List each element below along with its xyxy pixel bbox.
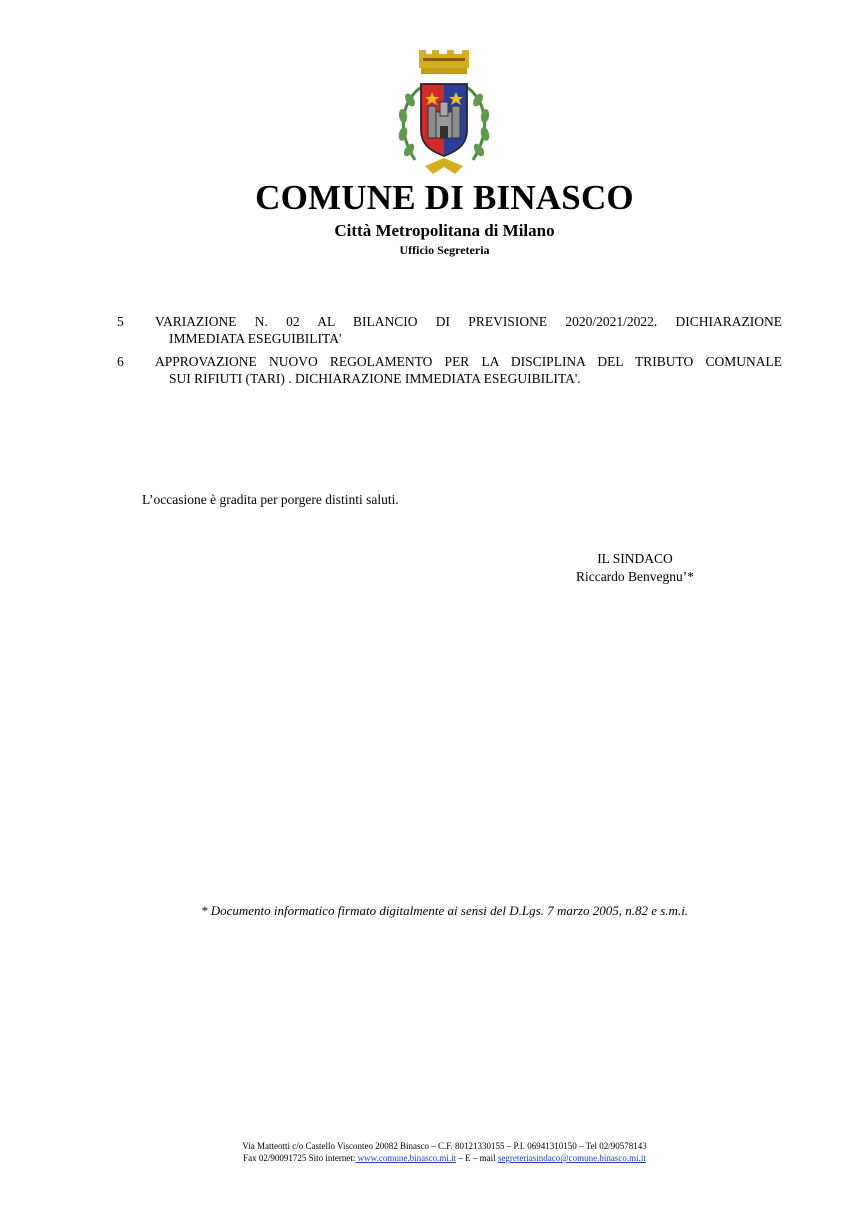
agenda-item-text-continued: IMMEDIATA ESEGUIBILITA' bbox=[169, 331, 342, 346]
email-link[interactable]: segreteriasindaco@comune.binasco.mi.it bbox=[497, 1153, 646, 1163]
footer-fax: Fax 02/90091725 Sito internet: bbox=[243, 1153, 356, 1163]
footer-contacts bbox=[0, 1152, 859, 1164]
agenda-item bbox=[117, 313, 782, 347]
closing-greeting: L’occasione è gradita per porgere distinti saluti. bbox=[142, 492, 399, 507]
signature-block bbox=[540, 550, 730, 586]
signature-name: Riccardo Benvegnu’* bbox=[575, 569, 695, 584]
page-subtitle: Città Metropolitana di Milano bbox=[334, 221, 555, 240]
signature-role: IL SINDACO bbox=[597, 551, 673, 566]
agenda-item bbox=[117, 353, 782, 387]
website-link[interactable]: www.comune.binasco.mi.it bbox=[355, 1153, 457, 1163]
agenda-item-number: 6 bbox=[117, 354, 124, 369]
page-footer bbox=[0, 1140, 859, 1164]
digital-signature-footnote: * Documento informatico firmato digitalmente ai sensi del D.Lgs. 7 marzo 2005, n.82 e s.m.i. bbox=[200, 903, 689, 918]
municipal-crest-icon bbox=[385, 48, 503, 180]
agenda-item-text-continued: SUI RIFIUTI (TARI) . DICHIARAZIONE IMMEDIATA ESEGUIBILITA'. bbox=[169, 371, 581, 386]
footer-address: Via Matteotti c/o Castello Visconteo 20082 Binasco – C.F. 80121330155 – P.I. 06941310150 – Tel 02/90578143 bbox=[242, 1141, 647, 1151]
office-name: Ufficio Segreteria bbox=[399, 243, 490, 257]
agenda-item-text: APPROVAZIONE NUOVO REGOLAMENTO PER LA DISCIPLINA DEL TRIBUTO COMUNALE bbox=[155, 354, 782, 369]
agenda-item-text: VARIAZIONE N. 02 AL BILANCIO DI PREVISIONE 2020/2021/2022. DICHIARAZIONE bbox=[155, 314, 782, 329]
footer-email-label: – E – mail bbox=[456, 1153, 498, 1163]
page-title: COMUNE DI BINASCO bbox=[255, 178, 634, 217]
agenda-item-number: 5 bbox=[117, 314, 124, 329]
